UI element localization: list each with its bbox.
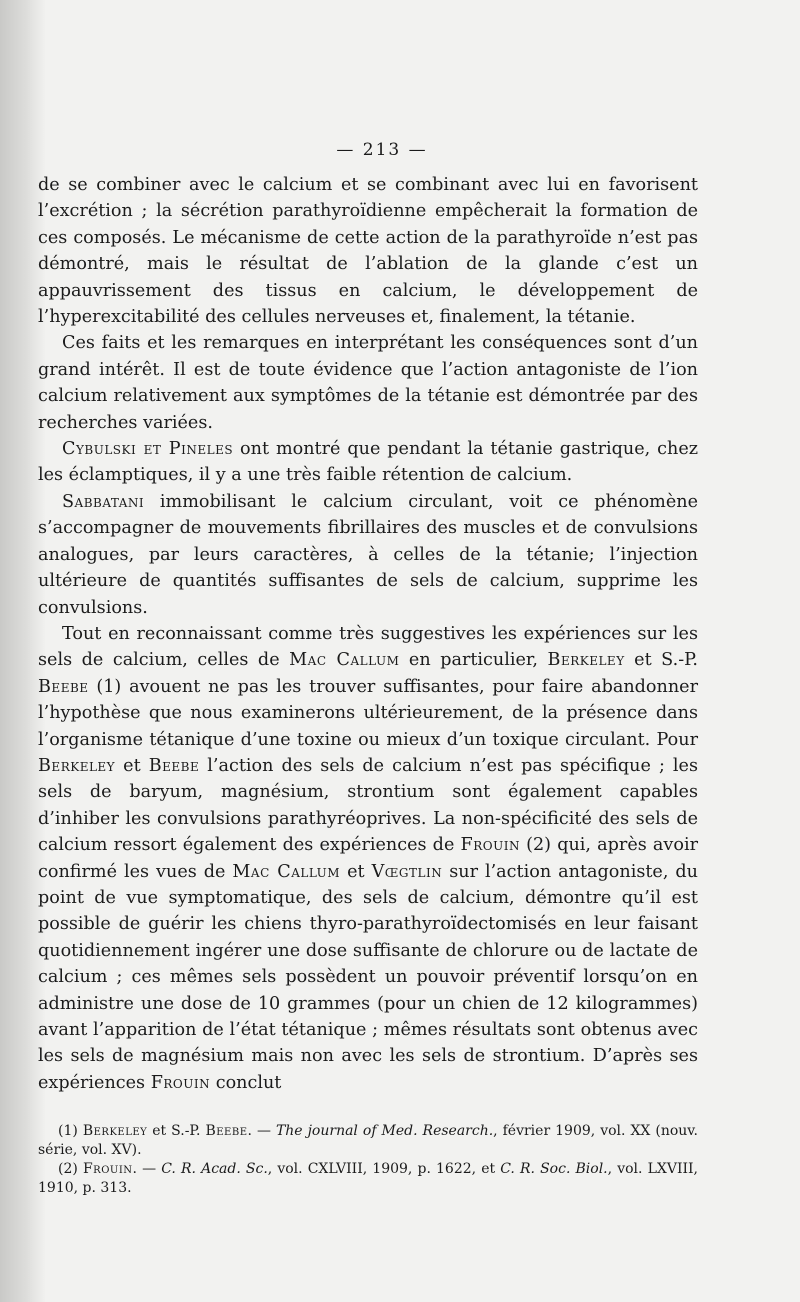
footnote-text: , février 1909, vol. XX (nouv. série, vol. XV). [38,1123,699,1159]
footnote-number: (1) [58,1123,83,1140]
paragraph-4 [38,489,698,621]
paragraph-2: Ces faits et les remarques en interprétant les conséquences sont d’un grand intérêt. Il est de toute évidence que l’action antagoniste de l’ion calcium relativement aux symptômes de la tétanie est démontrée par des recherches variées. [38,333,698,433]
author-name: Mac Callum [289,650,400,671]
author-name: Frouin [82,1161,133,1178]
footnote-text: . — [247,1123,276,1140]
paragraph-3 [38,436,698,489]
paragraph-text: l’action des sels de calcium n’est pas spécifique ; les sels de baryum, magnésium, strontium sont également capables d’inhiber les convulsions parathyréoprives. La non-spécificité des sels de calcium ressort également des expériences de [38,755,698,856]
author-name: Cybulski et Pineles [62,439,234,460]
journal-title: The journal of Med. Research. [275,1123,494,1140]
footnote-text: , vol. CXLVIII, 1909, p. 1622, et [267,1161,501,1178]
paragraph-text: et S.-P. [624,650,699,671]
author-name: Berkeley [547,650,625,671]
page [38,140,698,1198]
author-name: Frouin [150,1072,211,1093]
author-name: Frouin [460,835,520,856]
paragraph-text: (2) qui, après avoir confirmé les vues de [38,835,698,882]
footnote-text: . — [132,1161,162,1178]
page-number: — 213 — [336,140,428,160]
paragraph-5 [38,621,698,1096]
paragraph-text: Tout en reconnaissant comme très suggestives les expériences sur les sels de calcium, celles de [38,623,698,671]
paragraph-text: en particulier, [399,650,548,671]
author-name: Berkeley [38,755,116,776]
paragraph-text: immobilisant le calcium circulant, voit ce phénomène s’accompagner de mouvements fibrillaires des muscles et de convulsions analogues, par leurs caractères, à celles de la tétanie; l’injection ultérieure de quantités suffisantes de sels de calcium, supprime les convulsions. [38,491,698,618]
journal-title: C. R. Soc. Biol. [500,1161,608,1178]
author-name: Beebe [148,755,200,776]
journal-title: C. R. Acad. Sc. [161,1161,268,1178]
footnote-text: et S.-P. [147,1123,206,1140]
paragraph-text: ont montré que pendant la tétanie gastrique, chez les éclamptiques, il y a une très faible rétention de calcium. [38,439,698,486]
paragraph-text: et [340,861,372,882]
author-name: Vœgtlin [371,861,443,882]
footnote-2 [38,1160,698,1198]
footnote-1 [38,1122,698,1160]
paragraph-text: conclut [210,1072,282,1093]
author-name: Mac Callum [232,861,341,882]
paragraph-text: et [115,755,149,776]
footnote-text: , vol. LXVIII, 1910, p. 313. [38,1161,698,1197]
paragraph-text: sur l’action antagoniste, du point de vue symptomatique, des sels de calcium, démontre qu’il est possible de guérir les chiens thyro-parathyroïdectomisés en leur faisant quotidiennement ingérer une dose suffisante de chlorure ou de lactate de calcium ; ces mêmes sels possèdent un pouvoir préventif lorsqu’on en administre une dose de 10 grammes (pour un chien de 12 kilogrammes) avant l’apparition de l’état tétanique ; mêmes résultats sont obtenus avec les sels de magnésium mais non avec les sels de strontium. D’après ses expériences [38,861,699,1093]
footnotes [38,1122,698,1198]
author-name: Sabbatani [62,491,145,512]
footnote-number: (2) [58,1161,83,1178]
author-name: Berkeley [82,1123,148,1140]
author-name: Beebe [38,676,89,697]
author-name: Beebe [205,1123,248,1140]
paragraph-text: (1) avouent ne pas les trouver suffisantes, pour faire abandonner l’hypothèse que nous examinerons ultérieurement, de la présence dans l’organisme tétanique d’une toxine ou mieux d’un toxique circulant. Pour [38,676,698,750]
paragraph-1: de se combiner avec le calcium et se combinant avec lui en favorisent l’excrétion ; la sécrétion parathyroïdienne empêcherait la formation de ces composés. Le mécanisme de cette action de la parathyroïde n’est pas démontré, mais le résultat de l’ablation de la glande c’est un appauvrissement des tissus en calcium, le développement de l’hyperexcitabilité des cellules nerveuses et, finalement, la tétanie. [38,175,698,328]
